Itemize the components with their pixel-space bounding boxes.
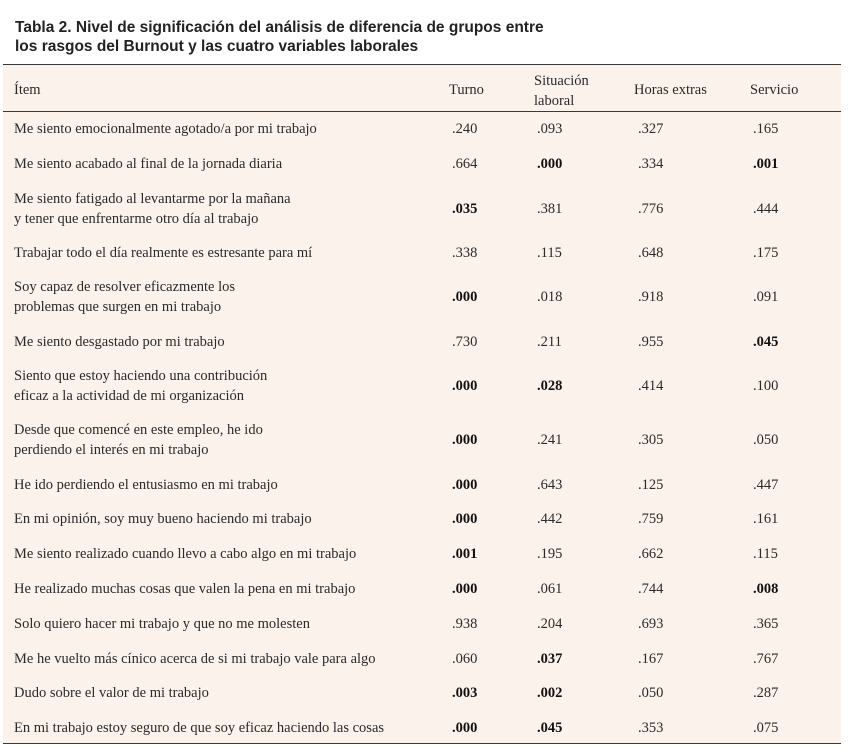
cell-servicio: .175: [753, 244, 779, 261]
row-item-label: [14, 579, 434, 599]
table-row: [3, 711, 841, 746]
table-row: [3, 606, 841, 641]
cell-horas: .759: [638, 511, 664, 528]
table-row: [3, 324, 841, 359]
cell-situacion: .045: [537, 720, 563, 737]
table-row: [3, 502, 841, 537]
caption-line-1: Tabla 2. Nivel de significación del análisis de diferencia de grupos entre: [15, 19, 544, 36]
header-situacion-line-1: Situación: [534, 73, 589, 89]
cell-turno: .001: [452, 546, 478, 563]
table-row: [3, 537, 841, 572]
cell-turno: .000: [452, 476, 478, 493]
cell-situacion: .061: [537, 580, 563, 597]
cell-servicio: .075: [753, 720, 779, 737]
row-item-line: Siento que estoy haciendo una contribución: [14, 368, 268, 385]
cell-servicio: .115: [753, 546, 778, 563]
row-item-line: Me siento emocionalmente agotado/a por mi trabajo: [14, 121, 317, 138]
row-item-line: Me siento fatigado al levantarme por la mañana: [14, 190, 291, 207]
cell-situacion: .018: [537, 289, 563, 306]
cell-turno: .035: [452, 200, 478, 217]
cell-situacion: .442: [537, 511, 563, 528]
table-row: [3, 359, 841, 413]
row-item-label: [14, 420, 434, 460]
cell-horas: .662: [638, 546, 664, 563]
row-item-line: Desde que comencé en este empleo, he ido: [14, 422, 263, 439]
cell-turno: .664: [452, 156, 478, 173]
cell-horas: .353: [638, 720, 664, 737]
row-item-label: [14, 544, 434, 564]
table-header: [3, 65, 841, 112]
header-situacion-line-2: laboral: [534, 93, 575, 109]
table-row: [3, 182, 841, 236]
cell-situacion: .093: [537, 121, 563, 138]
row-item-label: [14, 154, 434, 174]
cell-servicio: .365: [753, 615, 779, 632]
table-row: [3, 112, 841, 147]
cell-turno: .060: [452, 650, 478, 667]
cell-situacion: .643: [537, 476, 563, 493]
row-item-label: [14, 119, 434, 139]
cell-horas: .334: [638, 156, 664, 173]
row-item-line: Trabajar todo el día realmente es estresante para mí: [14, 244, 313, 261]
cell-servicio: .444: [753, 200, 779, 217]
cell-servicio: .091: [753, 289, 779, 306]
table-row: [3, 572, 841, 607]
row-item-label: [14, 649, 434, 669]
cell-servicio: .161: [753, 511, 779, 528]
cell-horas: .167: [638, 650, 664, 667]
row-item-label: [14, 366, 434, 406]
table-row: [3, 270, 841, 324]
cell-turno: .730: [452, 333, 478, 350]
table-row: [3, 236, 841, 271]
cell-situacion: .211: [537, 333, 562, 350]
row-item-line: perdiendo el interés en mi trabajo: [14, 442, 209, 459]
cell-situacion: .241: [537, 432, 563, 449]
row-item-line: Me siento acabado al final de la jornada diaria: [14, 156, 283, 173]
row-item-label: [14, 332, 434, 352]
cell-turno: .938: [452, 615, 478, 632]
row-item-line: He ido perdiendo el entusiasmo en mi trabajo: [14, 476, 278, 493]
cell-servicio: .001: [753, 156, 779, 173]
cell-turno: .338: [452, 244, 478, 261]
row-item-label: [14, 189, 434, 229]
row-item-line: En mi opinión, soy muy bueno haciendo mi trabajo: [14, 511, 312, 528]
cell-situacion: .115: [537, 244, 562, 261]
cell-turno: .000: [452, 720, 478, 737]
header-item: Ítem: [14, 82, 41, 98]
row-item-line: eficaz a la actividad de mi organización: [14, 388, 245, 405]
row-item-line: Me siento desgastado por mi trabajo: [14, 333, 225, 350]
cell-situacion: .381: [537, 200, 563, 217]
cell-situacion: .204: [537, 615, 563, 632]
caption-line-2: los rasgos del Burnout y las cuatro variables laborales: [15, 38, 419, 55]
results-table: [3, 64, 841, 744]
cell-servicio: .447: [753, 476, 779, 493]
cell-situacion: .002: [537, 685, 563, 702]
row-item-label: [14, 509, 434, 529]
cell-turno: .000: [452, 511, 478, 528]
table-row: [3, 413, 841, 467]
row-item-line: Dudo sobre el valor de mi trabajo: [14, 685, 209, 702]
cell-horas: .955: [638, 333, 664, 350]
table-row: [3, 147, 841, 182]
header-situacion-laboral: [534, 71, 614, 111]
cell-servicio: .050: [753, 432, 779, 449]
row-item-line: Solo quiero hacer mi trabajo y que no me molesten: [14, 615, 310, 632]
table-row: [3, 641, 841, 676]
table-row: [3, 676, 841, 711]
row-item-line: Me he vuelto más cínico acerca de si mi trabajo vale para algo: [14, 650, 376, 667]
cell-turno: .240: [452, 121, 478, 138]
row-item-line: Soy capaz de resolver eficazmente los: [14, 279, 236, 296]
cell-servicio: .165: [753, 121, 779, 138]
cell-turno: .000: [452, 378, 478, 395]
cell-horas: .918: [638, 289, 664, 306]
row-item-label: [14, 243, 434, 263]
cell-turno: .000: [452, 432, 478, 449]
cell-turno: .000: [452, 289, 478, 306]
cell-horas: .050: [638, 685, 664, 702]
row-item-line: problemas que surgen en mi trabajo: [14, 299, 222, 316]
cell-horas: .414: [638, 378, 664, 395]
table-row: [3, 467, 841, 502]
cell-turno: .003: [452, 685, 478, 702]
table-caption: [15, 18, 655, 56]
cell-horas: .327: [638, 121, 664, 138]
cell-horas: .744: [638, 580, 664, 597]
cell-horas: .305: [638, 432, 664, 449]
header-servicio: Servicio: [750, 82, 799, 98]
cell-servicio: .045: [753, 333, 779, 350]
row-item-line: y tener que enfrentarme otro día al trabajo: [14, 210, 259, 227]
cell-horas: .693: [638, 615, 664, 632]
cell-servicio: .008: [753, 580, 779, 597]
cell-situacion: .195: [537, 546, 563, 563]
cell-situacion: .037: [537, 650, 563, 667]
cell-situacion: .000: [537, 156, 563, 173]
cell-horas: .125: [638, 476, 664, 493]
row-item-label: [14, 683, 434, 703]
row-item-line: Me siento realizado cuando llevo a cabo algo en mi trabajo: [14, 546, 357, 563]
cell-servicio: .767: [753, 650, 779, 667]
cell-situacion: .028: [537, 378, 563, 395]
cell-horas: .648: [638, 244, 664, 261]
header-horas-extras: Horas extras: [634, 82, 707, 98]
row-item-label: [14, 718, 434, 738]
header-turno: Turno: [449, 82, 484, 98]
row-item-line: He realizado muchas cosas que valen la pena en mi trabajo: [14, 580, 356, 597]
row-item-label: [14, 277, 434, 317]
row-item-label: [14, 475, 434, 495]
row-item-label: [14, 614, 434, 634]
cell-turno: .000: [452, 580, 478, 597]
cell-servicio: .100: [753, 378, 779, 395]
cell-horas: .776: [638, 200, 664, 217]
row-item-line: En mi trabajo estoy seguro de que soy eficaz haciendo las cosas: [14, 720, 385, 737]
cell-servicio: .287: [753, 685, 779, 702]
